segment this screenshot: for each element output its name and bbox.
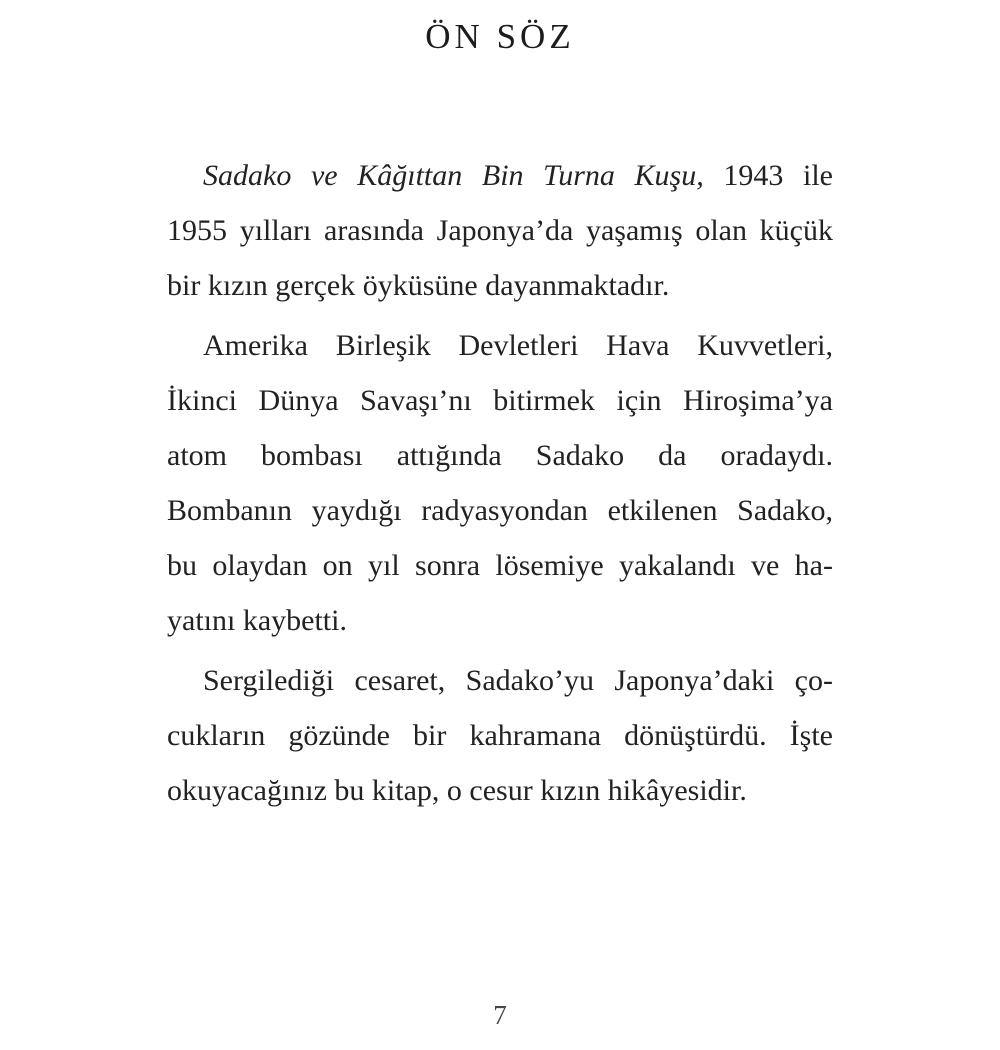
text-line	[167, 593, 833, 648]
page-title: ÖN SÖZ	[425, 17, 575, 56]
text-line	[167, 483, 833, 538]
text-segment: atom bombası attığında Sadako da oradaydı.	[167, 439, 833, 472]
text-line	[167, 318, 833, 373]
page-number: 7	[493, 1000, 507, 1030]
text-line	[167, 373, 833, 428]
text-segment: Amerika Birleşik Devletleri Hava Kuvvetleri,	[203, 329, 833, 362]
text-line	[167, 428, 833, 483]
paragraph	[167, 653, 833, 818]
text-segment: 1943 ile	[703, 159, 833, 192]
text-line	[167, 203, 833, 258]
text-line	[167, 763, 833, 818]
text-segment: Sergilediği cesaret, Sadako’yu Japonya’daki ço-	[203, 664, 833, 697]
book-title-italic: Sadako ve Kâğıttan Bin Turna Kuşu,	[203, 159, 704, 192]
text-segment: Bombanın yaydığı radyasyondan etkilenen Sadako,	[167, 494, 833, 527]
text-line	[167, 653, 833, 708]
body-text	[167, 148, 833, 818]
text-line	[167, 708, 833, 763]
text-segment: bu olaydan on yıl sonra lösemiye yakalandı ve ha-	[167, 549, 833, 582]
paragraph	[167, 148, 833, 313]
text-segment: 1955 yılları arasında Japonya’da yaşamış olan küçük	[167, 214, 833, 247]
text-segment: cukların gözünde bir kahramana dönüştürdü. İşte	[167, 719, 833, 752]
text-segment: bir kızın gerçek öyküsüne dayanmaktadır.	[167, 269, 670, 302]
text-segment: yatını kaybetti.	[167, 604, 347, 637]
text-line	[167, 258, 833, 313]
paragraph	[167, 318, 833, 648]
text-line	[167, 148, 833, 203]
text-segment: okuyacağınız bu kitap, o cesur kızın hikâyesidir.	[167, 774, 747, 807]
text-line	[167, 538, 833, 593]
text-segment: İkinci Dünya Savaşı’nı bitirmek için Hiroşima’ya	[167, 384, 833, 417]
